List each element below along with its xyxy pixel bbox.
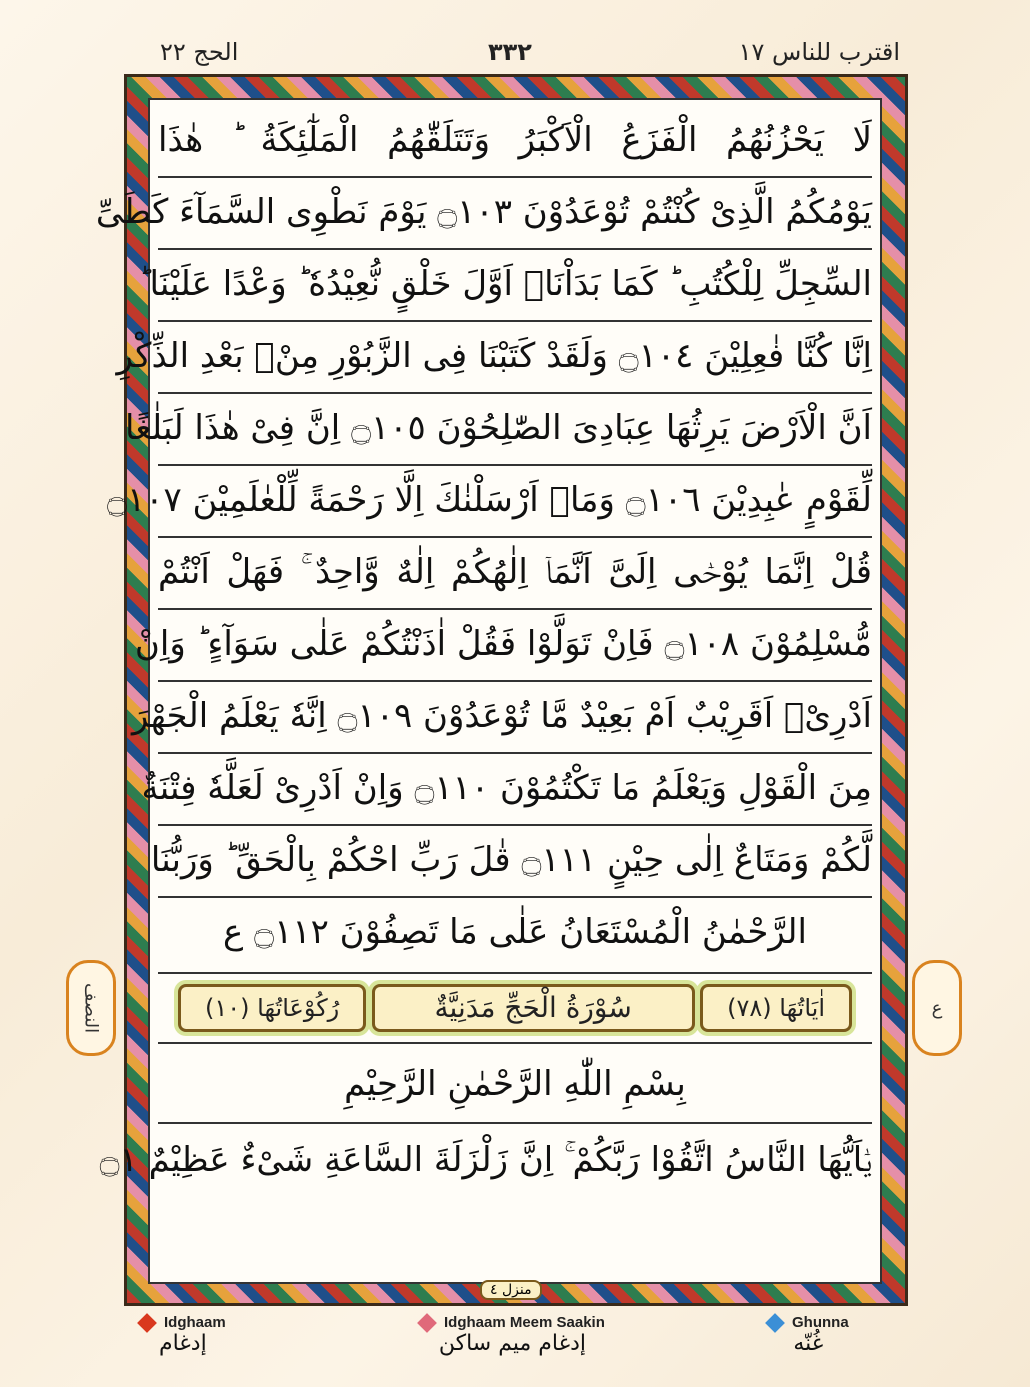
verse-line: اَدْرِیْۤ اَقَرِیْبٌ اَمْ بَعِیْدٌ مَّا تُوْعَدُوْنَ ۝١٠٩ اِنَّهٗ یَعْلَمُ الْجَهْرَ bbox=[158, 680, 872, 754]
diamond-icon bbox=[417, 1313, 437, 1333]
diamond-icon bbox=[137, 1313, 157, 1333]
surah-banner bbox=[158, 974, 872, 1044]
legend-idghaam: Idghaam إدغام bbox=[140, 1312, 226, 1356]
verse-line: اِنَّا كُنَّا فٰعِلِیْنَ ۝١٠٤ وَلَقَدْ كَتَبْنَا فِی الزَّبُوْرِ مِنْۢ بَعْدِ الذِّكْرِ bbox=[158, 320, 872, 394]
verse-line: اَنَّ الْاَرْضَ یَرِثُهَا عِبَادِیَ الصّٰلِحُوْنَ ۝١٠٥ اِنَّ فِیْ هٰذَا لَبَلٰغًا bbox=[158, 392, 872, 466]
page-number: ٣٣٢ bbox=[488, 38, 532, 66]
ayat-count: اٰیَاتُهَا (٧٨) bbox=[700, 984, 852, 1032]
verse-line: یٰۤاَیُّهَا النَّاسُ اتَّقُوْا رَبَّكُمْ ۚ اِنَّ زَلْزَلَةَ السَّاعَةِ شَیْءٌ عَظِیْمٌ ۝١ bbox=[99, 1140, 872, 1180]
verse-line: مُّسْلِمُوْنَ ۝١٠٨ فَاِنْ تَوَلَّوْا فَقُلْ اٰذَنْتُكُمْ عَلٰى سَوَآءٍ ؕ وَاِنْ bbox=[158, 608, 872, 682]
juz-title: اقترب للناس ١٧ bbox=[738, 38, 900, 66]
verse-line: السِّجِلِّ لِلْكُتُبِ ؕ كَمَا بَدَاْنَاۤ اَوَّلَ خَلْقٍ نُّعِیْدُهٗ ؕ وَعْدًا عَلَیْنَا ؕ bbox=[158, 248, 872, 322]
surah-title: الحج ٢٢ bbox=[160, 38, 239, 66]
verse-line: لِّقَوْمٍ عٰبِدِیْنَ ۝١٠٦ وَمَاۤ اَرْسَلْنٰكَ اِلَّا رَحْمَةً لِّلْعٰلَمِیْنَ ۝١٠٧ bbox=[158, 464, 872, 538]
manzil-label: منزل ٤ bbox=[480, 1280, 542, 1300]
verse-line: مِنَ الْقَوْلِ وَیَعْلَمُ مَا تَكْتُمُوْنَ ۝١١٠ وَاِنْ اَدْرِیْ لَعَلَّهٗ فِتْنَةٌ bbox=[158, 752, 872, 826]
verse-line: لَّكُمْ وَمَتَاعٌ اِلٰى حِیْنٍ ۝١١١ قٰلَ رَبِّ احْكُمْ بِالْحَقِّ ؕ وَرَبُّنَا bbox=[158, 824, 872, 898]
verse-line: لَا يَحْزُنُهُمُ الْفَزَعُ الْاَكْبَرُ وَتَتَلَقّٰهُمُ الْمَلٰٓئِكَةُ ؕ هٰذَا bbox=[158, 104, 872, 178]
verse-line: قُلْ اِنَّمَا یُوْحٰۤى اِلَیَّ اَنَّمَاۤ اِلٰهُكُمْ اِلٰهٌ وَّاحِدٌ ۚ فَهَلْ اَنْتُمْ bbox=[158, 536, 872, 610]
text-area bbox=[95, 98, 882, 1284]
margin-mark-ruku: ع bbox=[912, 960, 962, 1056]
legend-idghaam-meem-saakin: Idghaam Meem Saakin إدغام میم ساکن bbox=[420, 1312, 605, 1356]
margin-mark-half: النصف bbox=[66, 960, 116, 1056]
verse-line: الرَّحْمٰنُ الْمُسْتَعَانُ عَلٰى مَا تَصِفُوْنَ ۝١١٢ ع bbox=[158, 896, 872, 974]
bismillah: بِسْمِ اللّٰهِ الرَّحْمٰنِ الرَّحِیْمِ bbox=[158, 1046, 872, 1124]
ruku-count: رُكُوْعَاتُهَا (١٠) bbox=[178, 984, 366, 1032]
diamond-icon bbox=[765, 1313, 785, 1333]
verse-line: يَوْمُكُمُ الَّذِیْ كُنْتُمْ تُوْعَدُوْنَ ۝١٠٣ يَوْمَ نَطْوِی السَّمَآءَ كَطَیِّ bbox=[158, 176, 872, 250]
legend-ghunna: Ghunna غُنّه bbox=[768, 1312, 849, 1356]
surah-name: سُوْرَةُ الْحَجِّ مَدَنِیَّةٌ bbox=[372, 984, 695, 1032]
